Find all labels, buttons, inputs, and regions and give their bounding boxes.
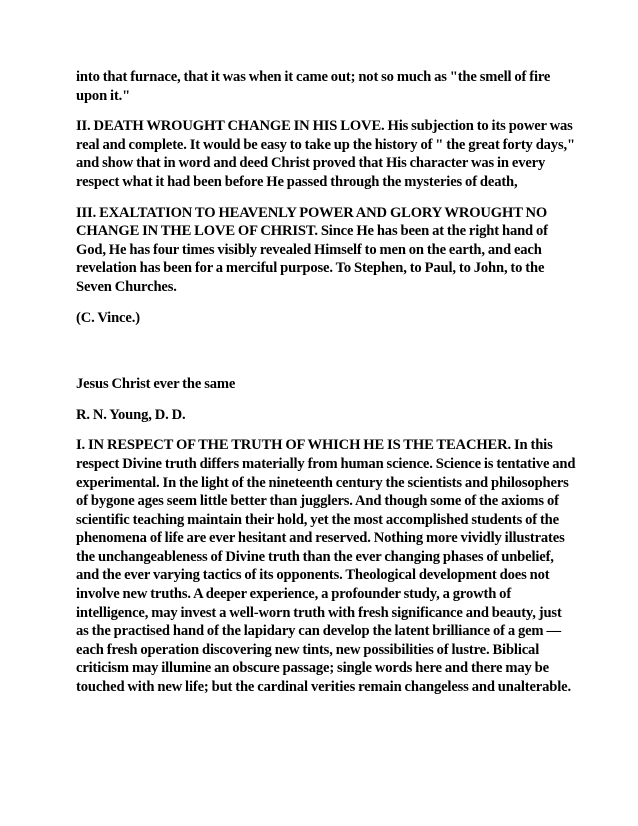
paragraph-furnace: into that furnace, that it was when it came out; not so much as "the smell of fire upon it." — [76, 69, 551, 104]
paragraph-exaltation: III. EXALTATION TO HEAVENLY POWER AND GLORY WROUGHT NO CHANGE IN THE LOVE OF CHRIST. Since He has been at the right hand of God, He has four times visibly revealed Himself to men on the earth, and each revelation has been for a merciful purpose. To Stephen, to Paul, to John, to the Seven Churches. — [76, 204, 548, 295]
citation-vince: (C. Vince.) — [76, 309, 140, 326]
document-page — [76, 68, 576, 697]
paragraph-truth-teacher: I. IN RESPECT OF THE TRUTH OF WHICH HE IS THE TEACHER. In this respect Divine truth differs materially from human science. Science is tentative and experimental. In the light of the nineteenth century the scientists and philosophers of bygone ages seem little better than jugglers. And though some of the axioms of scientific teaching maintain their hold, yet the most accomplished students of the phenomena of life are ever hesitant and reserved. Nothing more vividly illustrates the unchangeableness of Divine truth than the ever changing phases of unbelief, and the ever varying tactics of its opponents. Theological development does not involve new truths. A deeper experience, a profounder study, a growth of intelligence, may invest a well-worn truth with fresh significance and beauty, just as the practised hand of the lapidary can develop the latent brilliance of a gem — each fresh operation discovering new tints, new possibilities of lustre. Biblical criticism may illumine an obscure passage; single words here and there may be touched with new life; but the cardinal verities remain changeless and unalterable. — [76, 437, 576, 696]
paragraph-death-wrought-change: II. DEATH WROUGHT CHANGE IN HIS LOVE. His subjection to its power was real and complete. It would be easy to take up the history of " the great forty days," and show that in word and deed Christ proved that His character was in every respect what it had been before He passed through the mysteries of death, — [76, 118, 575, 190]
author-line: R. N. Young, D. D. — [76, 406, 186, 423]
section-heading: Jesus Christ ever the same — [76, 376, 236, 393]
